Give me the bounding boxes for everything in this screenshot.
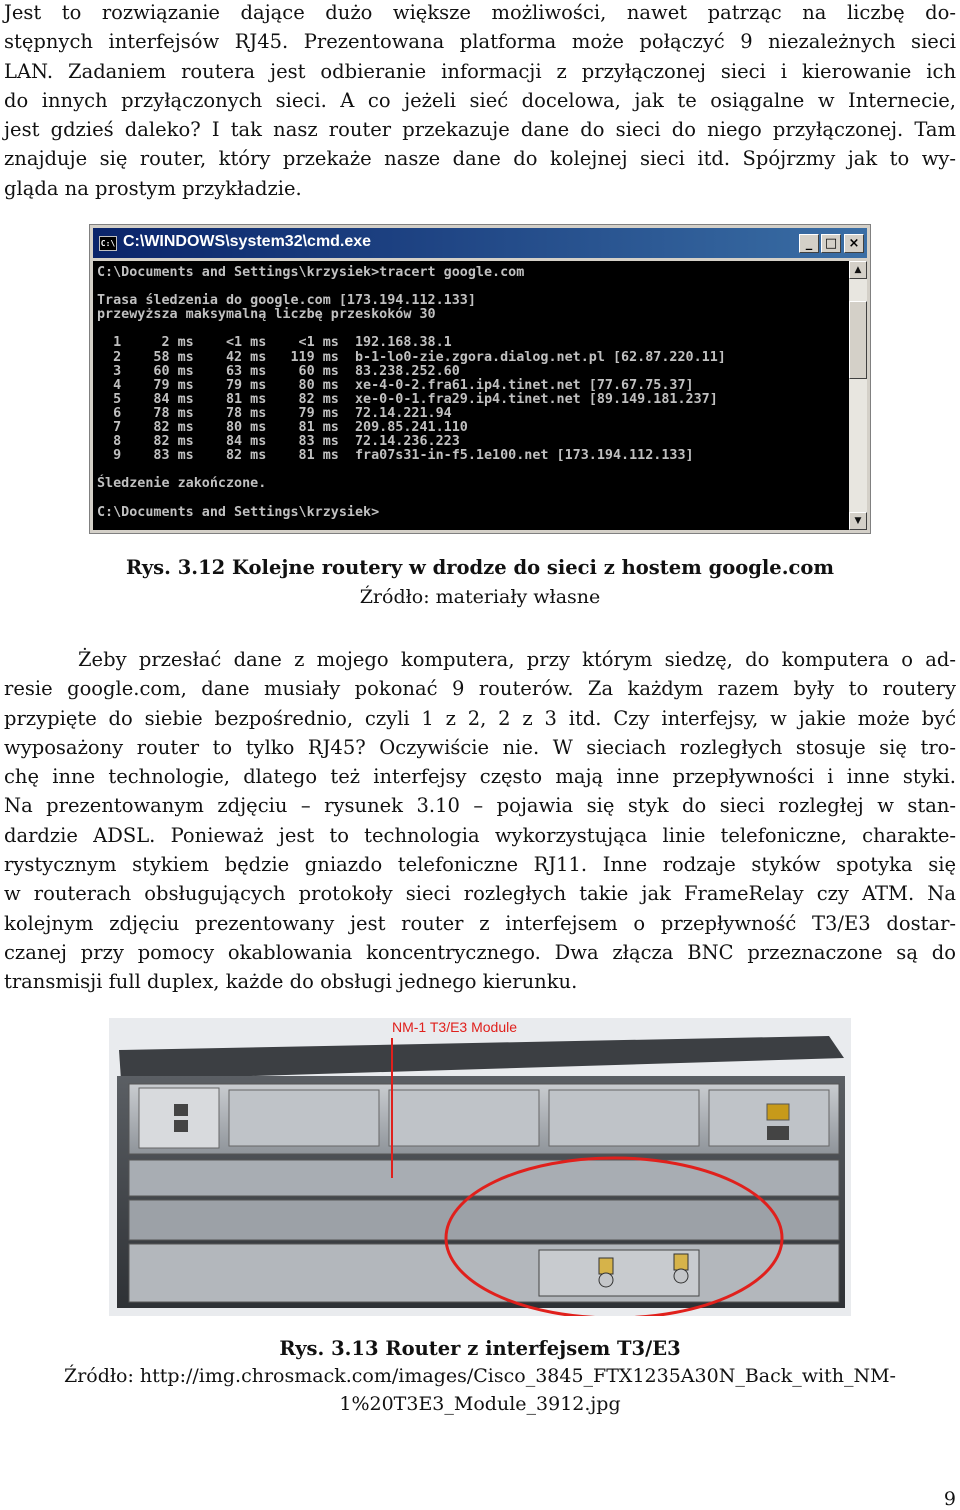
minimize-button: _ bbox=[799, 234, 819, 253]
maximize-button: □ bbox=[821, 234, 841, 253]
text-line: Jest to rozwiązanie dające dużo większe możliwości, nawet patrząc na liczbę do- bbox=[4, 1, 956, 24]
intro-paragraph bbox=[4, 0, 956, 203]
text-line: kolejnym zdjęciu prezentowany jest router z interfejsem o przepływność T3/E3 dostar- bbox=[4, 911, 956, 935]
figure-caption-source: Źródło: http://img.chrosmack.com/images/Cisco_3845_FTX1235A30N_Back_with_NM- bbox=[64, 1365, 896, 1387]
text-line: jest gdzieś daleko? I tak nasz router przekazuje dane do sieci do niego przyłączonej. Tam bbox=[4, 118, 956, 142]
text-line: rystycznym stykiem będzie gniazdo telefoniczne RJ11. Inne rodzaje styków spotyka się bbox=[4, 853, 956, 877]
router-photo bbox=[109, 1018, 851, 1316]
text-line: dardzie ADSL. Ponieważ jest to technologia wykorzystująca linie telefoniczne, charakte- bbox=[4, 823, 956, 847]
cmd-window-title: C:\WINDOWS\system32\cmd.exe bbox=[123, 233, 372, 250]
text-line: chę inne technologie, dlatego też interfejsy często mają inne przepływności i inne styki. bbox=[4, 765, 956, 789]
figure-caption-source: 1%20T3E3_Module_3912.jpg bbox=[339, 1393, 621, 1415]
text-line: znajduje się router, który przekaże nasze dane do kolejnej sieci itd. Spójrzmy jak to wy- bbox=[4, 147, 956, 171]
text-line: przypięte do siebie bezpośrednio, czyli 1 z 2, 2 z 3 itd. Czy interfejsy, w jakie może być bbox=[4, 706, 956, 730]
figure-caption-source: Źródło: materiały własne bbox=[359, 586, 601, 608]
text-line: transmisji full duplex, każde do obsługi jednego kierunku. bbox=[4, 970, 578, 994]
text-line: wyposażony router to tylko RJ45? Oczywiście nie. W sieciach rozległych stosuje się tro- bbox=[4, 735, 956, 759]
cmd-titlebar bbox=[93, 228, 867, 258]
scrollbar-thumb bbox=[849, 301, 867, 379]
console-scrollbar bbox=[849, 261, 867, 530]
scroll-up-icon: ▲ bbox=[849, 261, 867, 279]
text-line: resie google.com, dane musiały pokonać 9 routerów. Za każdym razem były to routery bbox=[4, 677, 956, 701]
text-line: LAN. Zadaniem routera jest odbieranie informacji z przyłączonej sieci i kierowanie ich bbox=[4, 59, 956, 83]
text-line: stępnych interfejsów RJ45. Prezentowana platforma może połączyć 9 niezależnych sieci bbox=[4, 30, 956, 54]
console-text: C:\Documents and Settings\krzysiek>tracert google.com Trasa śledzenia do google.com [173.194.112.133] przewyższa maksymalną liczbę przeskoków 30 1 2 ms <1 ms <1 ms 192.168.38.1 2 58 ms 42 ms 119 ms b-1-lo0-zie.zgora.dialog.net.pl [62.87.220.11] 3 60 ms 63 ms 60 ms 83.238.252.60 4 79 ms 79 ms 80 ms xe-4-0-2.fra61.ip4.tinet.net [77.67.75.37] 5 84 ms 81 ms 82 ms xe-0-0-1.fra29.ip4.tinet.net [89.149.181.237] 6 78 ms 78 ms 79 ms 72.14.221.94 7 82 ms 80 ms 81 ms 209.85.241.110 8 82 ms 84 ms 83 ms 72.14.236.223 9 83 ms 82 ms 81 ms fra07s31-in-f5.1e100.net [173.194.112.133] Śledzenie zakończone. C:\Documents and Settings\krzysiek> bbox=[97, 265, 726, 520]
text-line: gląda na prostym przykładzie. bbox=[4, 176, 302, 200]
console-output bbox=[93, 261, 850, 530]
text-line: czanej przy pomocy okablowania koncentrycznego. Dwa złącza BNC przeznaczone są do bbox=[4, 940, 956, 964]
text-line: Na prezentowanym zdjęciu – rysunek 3.10 – pojawia się styk do sieci rozległej w stan- bbox=[4, 794, 956, 818]
body-paragraph bbox=[4, 645, 956, 997]
scroll-down-icon: ▼ bbox=[849, 512, 867, 530]
router-photo-label: NM-1 T3/E3 Module bbox=[392, 1019, 518, 1035]
close-button: × bbox=[844, 234, 864, 253]
cmd-window-screenshot bbox=[89, 224, 871, 534]
figure-caption-title: Rys. 3.12 Kolejne routery w drodze do sieci z hostem google.com bbox=[125, 556, 834, 579]
text-line: w routerach obsługujących protokoły sieci rozległych takie jak FrameRelay czy ATM. Na bbox=[4, 882, 956, 906]
page-number: 9 bbox=[943, 1488, 956, 1510]
figure-caption-title: Rys. 3.13 Router z interfejsem T3/E3 bbox=[279, 1337, 681, 1360]
text-line: do innych przyłączonych sieci. A co jeżeli sieć docelowa, jak te osiągalne w Internecie, bbox=[4, 88, 956, 112]
text-line: Żeby przesłać dane z mojego komputera, przy którym siedzę, do komputera o ad- bbox=[78, 648, 956, 671]
console-icon: C:\ bbox=[99, 236, 117, 251]
